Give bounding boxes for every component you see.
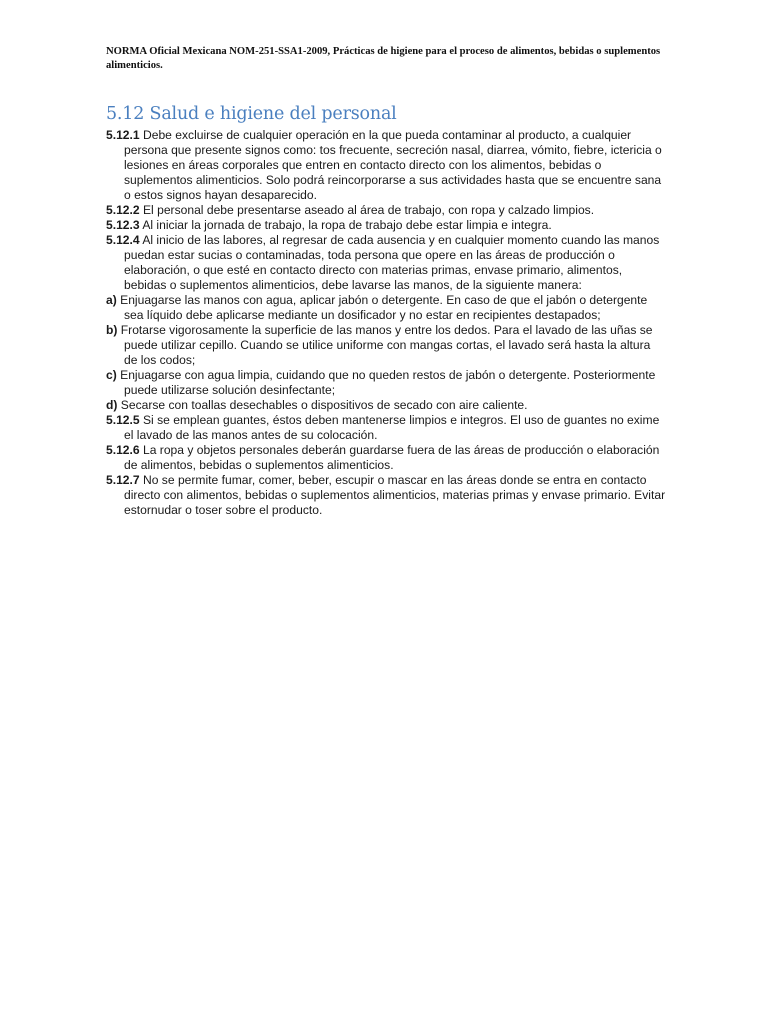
paragraph-text: Debe excluirse de cualquier operación en la que pueda contaminar al producto, a cualquier persona que presente signos como: tos frecuente, secreción nasal, diarrea, vómito, fiebre, ictericia o lesiones en áreas corporales que entren en contacto directo con los alimentos, bebidas o suplementos alimenticios. Solo podrá reincorporarse a sus actividades hasta que se encuentre sana o estos signos hayan desaparecido. (124, 128, 662, 202)
paragraph-5-12-7 (106, 473, 666, 518)
paragraph-text: Al iniciar la jornada de trabajo, la ropa de trabajo debe estar limpia e integra. (139, 218, 552, 232)
paragraph-5-12-6 (106, 443, 666, 473)
section-body (106, 128, 666, 518)
paragraph-5-12-2 (106, 203, 666, 218)
paragraph-number: 5.12.5 (106, 413, 140, 427)
list-marker: d) (106, 398, 118, 412)
paragraph-number: 5.12.1 (106, 128, 140, 142)
paragraph-number: 5.12.2 (106, 203, 140, 217)
paragraph-number: 5.12.7 (106, 473, 140, 487)
paragraph-text: Al inicio de las labores, al regresar de cada ausencia y en cualquier momento cuando las manos puedan estar sucias o contaminadas, toda persona que opere en las áreas de producción o elaboración, o que esté en contacto directo con materias primas, envase primario, alimentos, bebidas o suplementos alimenticios, debe lavarse las manos, de la siguiente manera: (124, 233, 660, 292)
list-item-b (106, 323, 666, 368)
paragraph-text: No se permite fumar, comer, beber, escupir o mascar en las áreas donde se entra en contacto directo con alimentos, bebidas o suplementos alimenticios, materias primas y envase primario. Evitar estornudar o toser sobre el producto. (124, 473, 666, 517)
paragraph-number: 5.12.3 (106, 218, 140, 232)
document-header: NORMA Oficial Mexicana NOM-251-SSA1-2009, Prácticas de higiene para el proceso de alimentos, bebidas o suplementos alimenticios. (106, 46, 661, 71)
list-item-d (106, 398, 666, 413)
list-item-text: Secarse con toallas desechables o dispositivos de secado con aire caliente. (117, 398, 528, 412)
paragraph-5-12-4 (106, 233, 666, 293)
list-marker: b) (106, 323, 118, 337)
list-item-a (106, 293, 666, 323)
paragraph-5-12-3 (106, 218, 666, 233)
paragraph-text: Si se emplean guantes, éstos deben mantenerse limpios e integros. El uso de guantes no exime el lavado de las manos antes de su colocación. (124, 413, 660, 442)
list-marker: c) (106, 368, 117, 382)
section-title: 5.12 Salud e higiene del personal (106, 104, 397, 124)
list-item-c (106, 368, 666, 398)
paragraph-5-12-5 (106, 413, 666, 443)
list-marker: a) (106, 293, 117, 307)
list-item-text: Enjuagarse con agua limpia, cuidando que no queden restos de jabón o detergente. Posteriormente puede utilizarse solución desinfectante; (116, 368, 656, 397)
paragraph-text: El personal debe presentarse aseado al área de trabajo, con ropa y calzado limpios. (139, 203, 595, 217)
paragraph-text: La ropa y objetos personales deberán guardarse fuera de las áreas de producción o elaboración de alimentos, bebidas o suplementos alimenticios. (124, 443, 660, 472)
paragraph-number: 5.12.6 (106, 443, 140, 457)
list-item-text: Enjuagarse las manos con agua, aplicar jabón o detergente. En caso de que el jabón o detergente sea líquido debe aplicarse mediante un dosificador y no estar en recipientes destapados; (116, 293, 648, 322)
list-item-text: Frotarse vigorosamente la superficie de las manos y entre los dedos. Para el lavado de las uñas se puede utilizar cepillo. Cuando se utilice uniforme con mangas cortas, el lavado será hasta la altura de los codos; (117, 323, 653, 367)
paragraph-5-12-1 (106, 128, 666, 203)
paragraph-number: 5.12.4 (106, 233, 140, 247)
